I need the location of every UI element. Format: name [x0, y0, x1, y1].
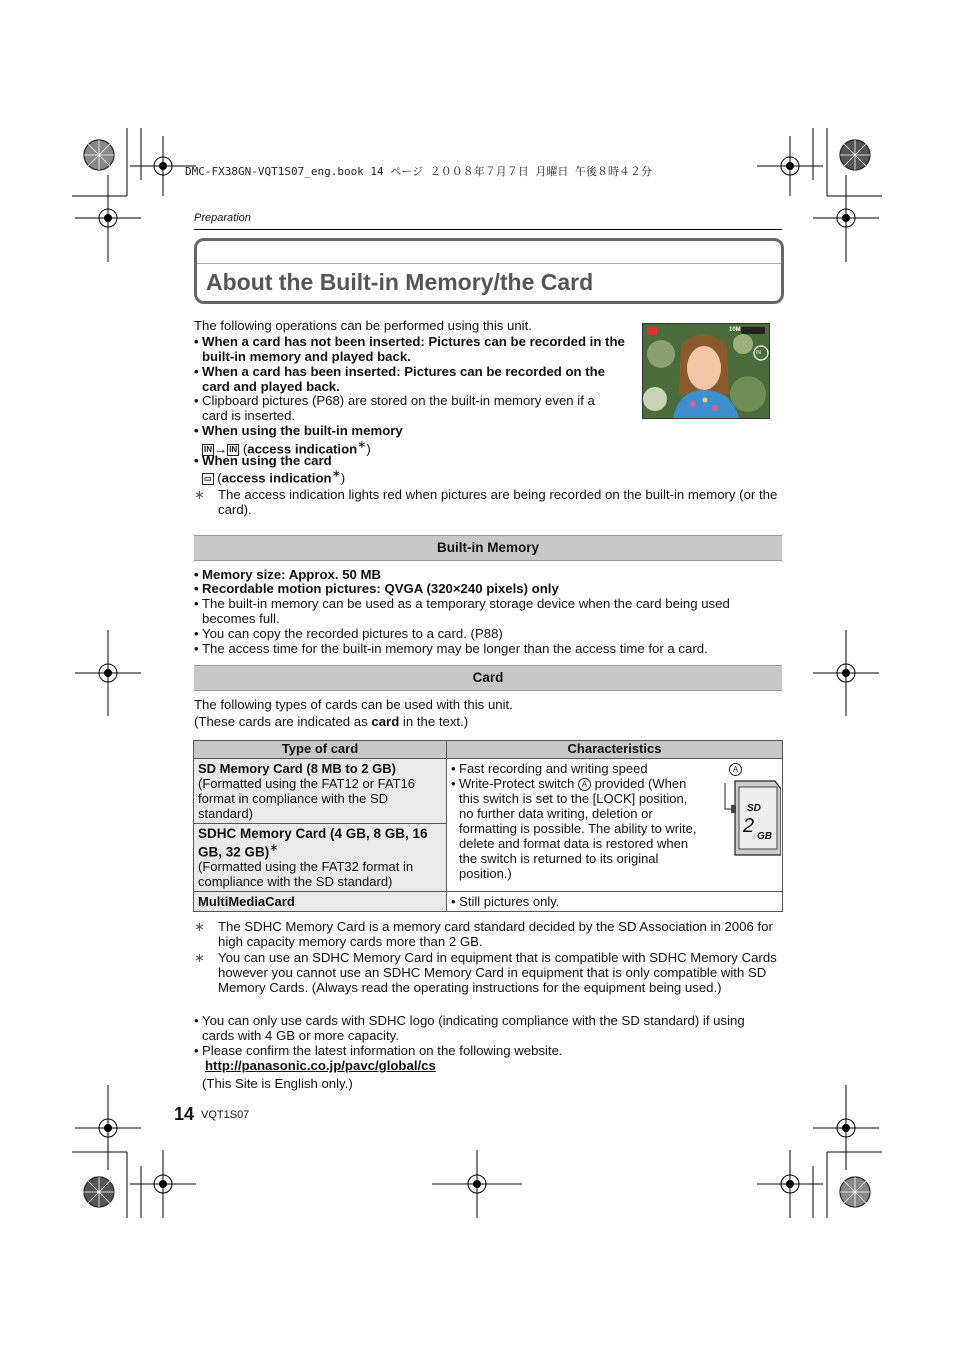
builtin-memory-heading: Built-in Memory — [194, 535, 782, 561]
intro-bullet: • Clipboard pictures (P68) are stored on the built-in memory even if a card is inserted. — [194, 393, 595, 423]
table-cell-sd — [194, 759, 447, 824]
access-indication-label: access indication — [221, 470, 332, 486]
website-note: (This Site is English only.) — [202, 1076, 353, 1091]
asterisk-mark: ∗ — [269, 842, 279, 854]
built-in-memory-icon: IN — [204, 445, 212, 455]
asterisk-mark: ∗ — [194, 487, 206, 502]
marker-a: A — [729, 763, 742, 776]
col-type-of-card: Type of card — [194, 741, 447, 759]
sd-logo: SD — [747, 803, 761, 814]
page-number: 14 — [174, 1104, 195, 1124]
card-usage-bullet: • When using the card — [194, 453, 332, 468]
card-lead-2: (These cards are indicated as card in the text.) — [194, 714, 469, 729]
section-rule — [194, 229, 782, 230]
intro-footnote: ∗ The access indication lights red when pictures are being recorded on the built-in memory (or the card). — [194, 487, 778, 517]
intro-bullet: • When a card has been inserted: Pictures can be recorded on the card and played back. — [194, 364, 606, 394]
asterisk-mark: ∗ — [331, 468, 341, 480]
built-in-memory-access-icon: IN — [229, 445, 238, 455]
builtin-usage-bullet: • When using the built-in memory — [194, 423, 403, 438]
card-capacity: 2 — [743, 815, 755, 837]
support-website-link[interactable]: http://panasonic.co.jp/pavc/global/cs — [205, 1058, 436, 1073]
builtin-access-line: IN → IN (access indication∗) — [204, 439, 371, 457]
card-note: ∗ The SDHC Memory Card is a memory card standard decided by the SD Association in 2006 for high capacity memory cards more than 2 GB. — [194, 919, 773, 949]
title-inner-rule — [197, 263, 781, 264]
photo-resolution-text: 10M — [729, 327, 741, 333]
card-lead-1: The following types of cards can be used with this unit. — [194, 697, 513, 712]
card-access-line: ▭ (access indication∗) — [204, 468, 346, 486]
col-characteristics: Characteristics — [447, 741, 783, 759]
card-capacity-unit: GB — [757, 831, 772, 842]
table-cell-mmc-char: • Still pictures only. — [447, 892, 783, 912]
builtin-bullet: • Recordable motion pictures: QVGA (320×240 pixels) only — [194, 581, 559, 596]
memory-indicator-icon: IN — [756, 350, 761, 356]
arrow-glyph: → — [214, 441, 228, 457]
sd-card-desc: (Formatted using the FAT12 or FAT16 format in compliance with the SD standard) — [198, 776, 416, 821]
table-cell-characteristics: • Fast recording and writing speed • Write-Protect switch A provided (When this switch is set to the [LOCK] position, no further data writing, deletion or formatting is possible. The ability to write, delete and format data is restored when the switch is returned to its original position.) A SD 2 GB — [447, 759, 783, 892]
char-fast: Fast recording and writing speed — [459, 761, 648, 776]
builtin-bullet: • Memory size: Approx. 50 MB — [194, 567, 382, 582]
camera-screen-photo — [642, 323, 770, 419]
builtin-bullet: • The built-in memory can be used as a temporary storage device when the card being used becomes full. — [194, 596, 730, 626]
builtin-bullet: • You can copy the recorded pictures to a card. (P88) — [194, 626, 503, 641]
intro-lead: The following operations can be performed using this unit. — [194, 318, 532, 333]
access-indication-label: access indication — [247, 441, 358, 457]
camera-mode-icon — [647, 327, 657, 335]
intro-bullet: • When a card has not been inserted: Pictures can be recorded in the built-in memory and played back. — [194, 334, 625, 364]
sd-card-illustration — [717, 763, 781, 859]
table-cell-sdhc — [194, 824, 447, 892]
camera-screen-illustration — [643, 324, 769, 418]
card-bullet: • Please confirm the latest information on the following website. — [194, 1043, 563, 1058]
document-code: VQT1S07 — [201, 1109, 250, 1121]
marker-a: A — [578, 778, 591, 791]
card-heading: Card — [194, 665, 782, 691]
card-note: ∗ You can use an SDHC Memory Card in equipment that is compatible with SDHC Memory Cards however you cannot use an SDHC Memory Card in equipment that is only compatible with SD Memory Cards. (Always read the operating instructions for the equipment being used.) — [194, 950, 777, 995]
sdhc-card-desc: (Formatted using the FAT32 format in compliance with the SD standard) — [198, 859, 414, 890]
sd-card-name: SD Memory Card (8 MB to 2 GB) — [198, 761, 396, 776]
page-title: About the Built-in Memory/the Card — [206, 269, 594, 295]
card-icon: ▭ — [204, 474, 212, 484]
builtin-bullet: • The access time for the built-in memory may be longer than the access time for a card. — [194, 641, 708, 656]
print-header-line: DMC-FX38GN-VQT1S07_eng.book 14 ページ ２００８年７月７日 月曜日 午後８時４２分 — [185, 165, 652, 178]
sdhc-card-name: SDHC Memory Card (4 GB, 8 GB, 16 GB, 32 GB) — [198, 826, 428, 860]
section-label: Preparation — [194, 212, 251, 224]
title-box — [194, 238, 784, 304]
asterisk-mark: ∗ — [357, 439, 367, 451]
table-cell-mmc: MultiMediaCard — [194, 892, 447, 912]
card-types-table — [193, 740, 783, 912]
card-bullet: • You can only use cards with SDHC logo (indicating compliance with the SD standard) if using cards with 4 GB or more capacity. — [194, 1013, 745, 1043]
